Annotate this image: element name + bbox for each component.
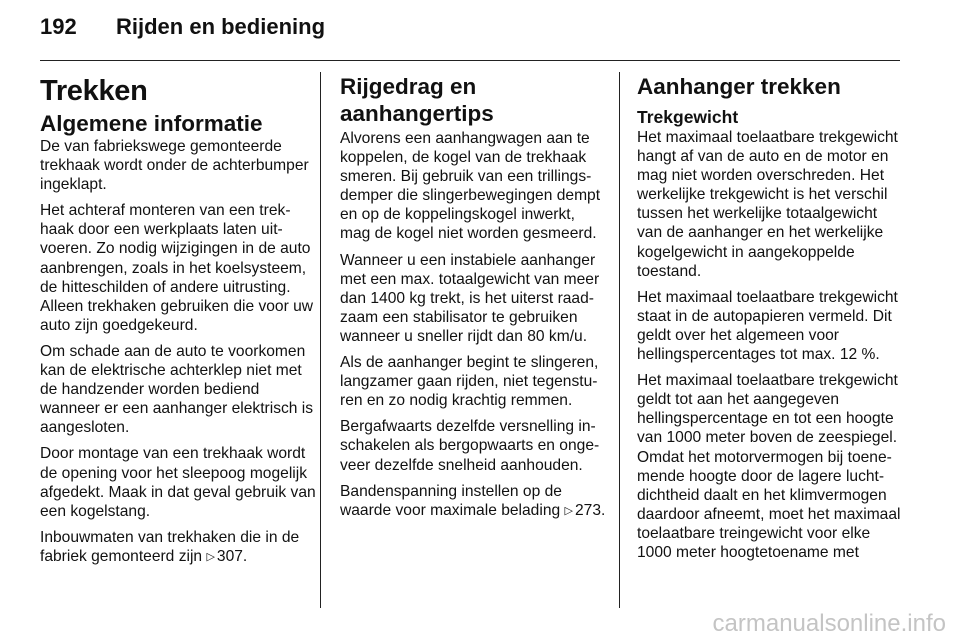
column-1 [40,74,316,574]
page-reference-link[interactable]: ▷ 307. [206,548,247,565]
heading-rijgedrag-line-2: aanhangertips [340,101,494,126]
header-rule [40,60,900,61]
page-number: 192 [40,14,77,39]
paragraph-text: Inbouwmaten van trekhaken die in de fabriek gemonteerd zijn [40,528,300,565]
column-2 [340,74,608,528]
column-3 [637,74,905,569]
paragraph: Alvorens een aanhangwagen aan te koppelen, de kogel van de trekhaak smeren. Bij gebruik van een trillingsdemper die slingerbewegingen dempt en op de koppelingskogel inwerkt, mag de kogel niet worden gesmeerd. [340,130,601,243]
heading-aanhanger-trekken: Aanhanger trekken [637,74,841,99]
paragraph [40,528,316,567]
paragraph: Het maximaal toelaatbare trekgewicht geldt tot aan het aangegeven hellingspercentage en tot een hoogte van 1000 meter boven de zeespiegel. Omdat het motorvermogen bij toenemende hoogte door de lagere luchtdichtheid daalt en het klimvermogen daardoor afneemt, moet het maximaal toelaatbare treingewicht voor elke 1000 meter hoogtetoename met [637,372,901,561]
page-reference-link[interactable]: ▷ 273. [565,502,606,519]
paragraph: Door montage van een trekhaak wordt de opening voor het sleepoog mogelijk afgedekt. Maak in dat geval gebruik van een kogelstang. [40,445,316,520]
paragraph: Om schade aan de auto te voorkomen kan de elektrische achterklep niet met de handzender worden bediend wanneer er een aanhanger elektrisch is aangesloten. [40,342,314,437]
heading-algemene-informatie: Algemene informatie [40,111,263,136]
watermark-text: carmanualsonline.info [712,610,946,637]
chapter-title: Trekken [40,75,148,107]
paragraph: Het maximaal toelaatbare trekgewicht hangt af van de auto en de motor en mag niet worden overschreden. Het werkelijke trekgewicht is het verschil tussen het werkelijke totaalgewicht van de aanhanger en het werkelijke kogelgewicht in aangekoppelde toestand. [637,129,898,280]
paragraph: De van fabriekswege gemonteerde trekhaak wordt onder de achterbumper ingeklapt. [40,138,309,194]
section-title: Rijden en bediening [116,14,326,39]
column-divider-1 [320,72,321,608]
paragraph [340,482,608,521]
paragraph: Wanneer u een instabiele aanhanger met een max. totaalgewicht van meer dan 1400 kg trekt, is het uiterst raadzaam een stabilisator te gebruiken wanneer u sneller rijdt dan 80 km/u. [340,251,600,345]
heading-trekgewicht: Trekgewicht [637,107,739,127]
column-divider-2 [619,72,620,608]
paragraph: Als de aanhanger begint te slingeren, langzamer gaan rijden, niet tegensturen en zo nodig krachtig remmen. [340,354,599,410]
paragraph: Het achteraf monteren van een trekhaak door een werkplaats laten uitvoeren. Zo nodig wijzigingen in de auto aanbrengen, zoals in het koelsysteem, de hitteschilden of andere uitrusting. Alleen trekhaken gebruiken die voor uw auto zijn goedgekeurd. [40,202,314,334]
paragraph: Bergafwaarts dezelfde versnelling inschakelen als bergopwaarts en ongeveer dezelfde snelheid aanhouden. [340,418,600,474]
paragraph: Het maximaal toelaatbare trekgewicht staat in de autopapieren vermeld. Dit geldt over het algemeen voor hellingspercentages tot max. 12 %. [637,288,898,364]
heading-rijgedrag-line-1: Rijgedrag en [340,74,477,99]
paragraph-text: Bandenspanning instellen op de waarde voor maximale belading [340,482,562,519]
